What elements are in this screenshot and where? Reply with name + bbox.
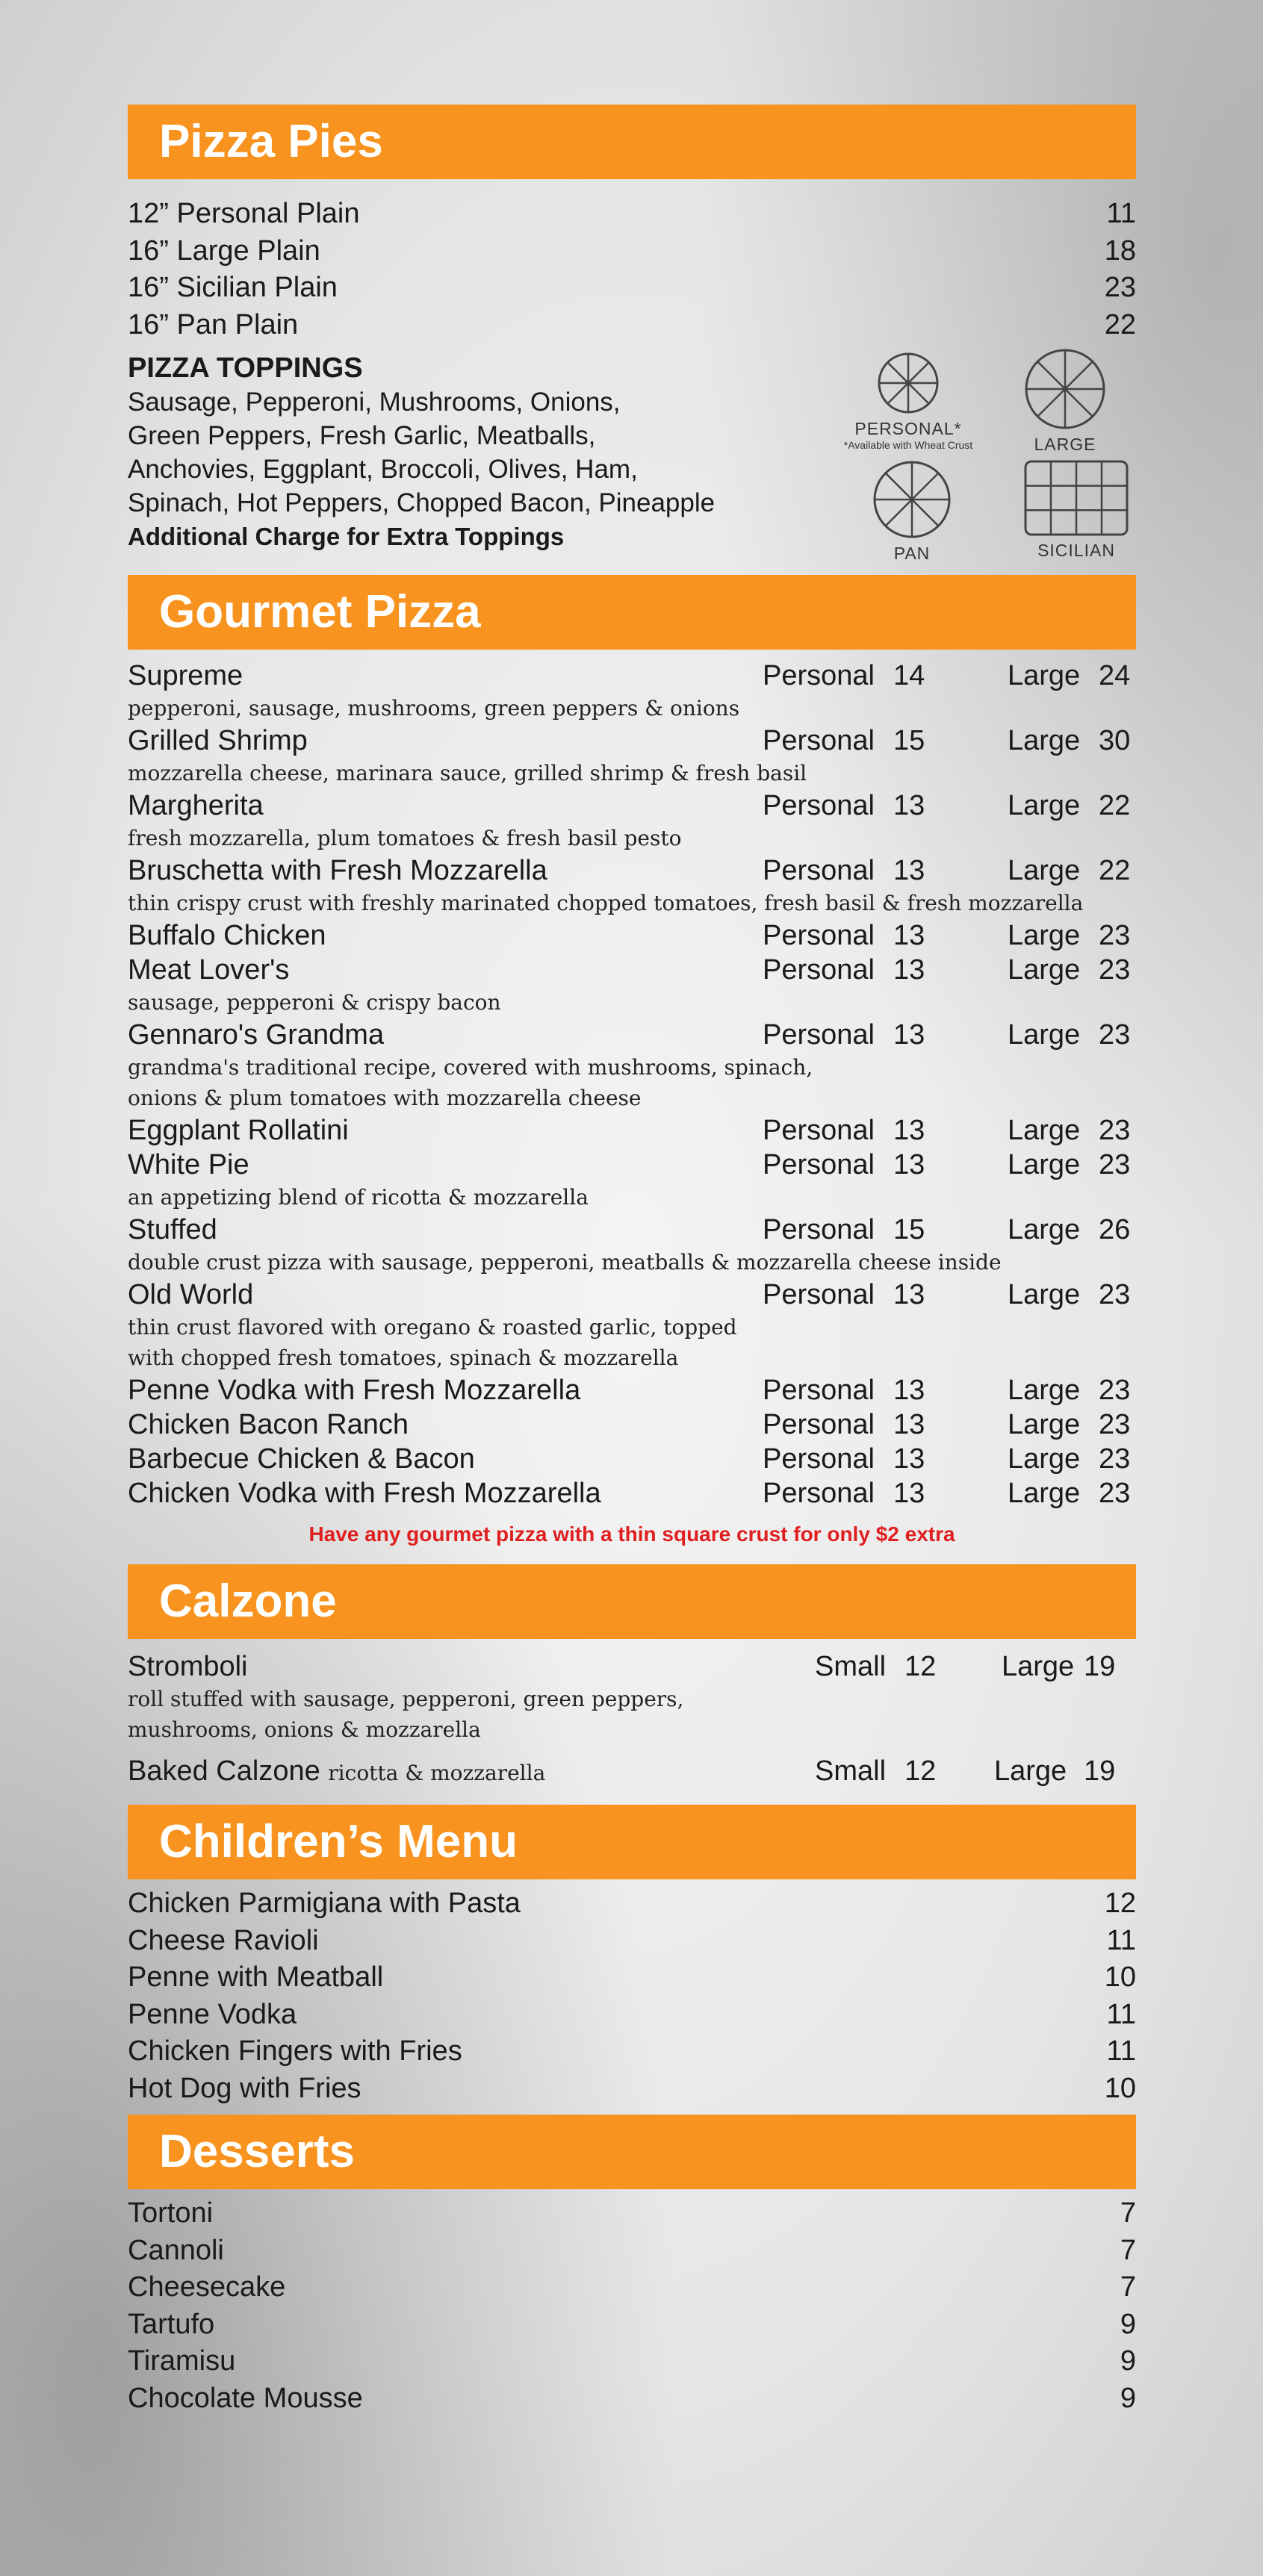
personal-price: 15: [893, 1214, 925, 1245]
personal-price: 14: [893, 660, 925, 691]
item-description: grandma's traditional recipe, covered with mushrooms, spinach,: [128, 1055, 813, 1080]
item-price: 11: [1106, 1924, 1136, 1956]
large-price: 26: [1099, 1214, 1131, 1245]
item-name: Stuffed: [128, 1214, 217, 1245]
item-description: double crust pizza with sausage, pepperoni, meatballs & mozzarella cheese inside: [128, 1250, 1002, 1275]
item-description: mozzarella cheese, marinara sauce, grilled shrimp & fresh basil: [128, 761, 807, 785]
large-label: Large: [1008, 790, 1081, 821]
gourmet-item: [128, 1442, 1136, 1476]
large-label: Large: [1008, 1279, 1081, 1310]
pizza-pies-banner: Pizza Pies: [128, 105, 1136, 179]
gourmet-item: [128, 1373, 1136, 1407]
list-item: [128, 233, 1136, 270]
item-name: Bruschetta with Fresh Mozzarella: [128, 855, 547, 886]
item-name: Eggplant Rollatini: [128, 1115, 349, 1146]
list-item: [128, 1959, 1136, 1997]
item-name: 16” Sicilian Plain: [128, 272, 338, 303]
personal-price: 15: [893, 725, 925, 756]
item-description: mushrooms, onions & mozzarella: [128, 1717, 481, 1742]
sicilian-pizza-icon: [1023, 459, 1129, 537]
personal-label: Personal: [763, 725, 875, 756]
list-item: [128, 270, 1136, 307]
personal-label: Personal: [763, 1019, 875, 1051]
personal-price: 13: [893, 920, 925, 951]
personal-label: Personal: [763, 855, 875, 886]
item-name: Penne Vodka: [128, 1998, 297, 2030]
item-description: thin crust flavored with oregano & roasted garlic, topped: [128, 1315, 737, 1340]
item-price: 9: [1120, 2308, 1136, 2340]
toppings-block: [128, 351, 1136, 567]
large-price: 22: [1099, 790, 1131, 821]
personal-label: Personal: [763, 1279, 875, 1310]
large-label: Large: [1008, 1409, 1081, 1440]
item-name: Gennaro's Grandma: [128, 1019, 385, 1051]
large-pizza-icon: [1023, 347, 1107, 431]
list-item: [128, 2269, 1136, 2306]
list-item: [128, 307, 1136, 344]
large-label: Large: [1008, 1478, 1081, 1509]
large-price: 24: [1099, 660, 1131, 691]
list-item: [128, 2233, 1136, 2270]
item-name: Tartufo: [128, 2308, 215, 2340]
gourmet-item: [128, 1213, 1136, 1278]
large-label: Large: [1002, 1651, 1075, 1682]
list-item: [128, 1885, 1136, 1923]
item-name: Tiramisu: [128, 2345, 236, 2377]
calzone-item-baked: [128, 1754, 1136, 1788]
personal-note: *Available with Wheat Crust: [843, 439, 973, 451]
large-label: Large: [1008, 855, 1081, 886]
large-price: 23: [1099, 954, 1131, 986]
large-price: 23: [1099, 920, 1131, 951]
personal-label: Personal: [763, 1443, 875, 1475]
large-price: 23: [1099, 1115, 1131, 1146]
item-description: fresh mozzarella, plum tomatoes & fresh basil pesto: [128, 826, 682, 850]
toppings-line: Green Peppers, Fresh Garlic, Meatballs,: [128, 421, 596, 450]
gourmet-item: [128, 1018, 1136, 1113]
item-name: 16” Pan Plain: [128, 308, 299, 340]
item-name: Supreme: [128, 660, 243, 691]
gourmet-list: [128, 659, 1136, 1511]
personal-price: 13: [893, 1149, 925, 1180]
item-price: 18: [1104, 234, 1136, 267]
personal-label: Personal: [763, 1115, 875, 1146]
item-description: onions & plum tomatoes with mozzarella cheese: [128, 1086, 642, 1110]
large-price: 23: [1099, 1019, 1131, 1051]
item-price: 11: [1106, 1998, 1136, 2030]
gourmet-item: [128, 1278, 1136, 1373]
personal-pizza-icon: [876, 351, 940, 415]
large-price: 22: [1099, 855, 1131, 886]
personal-price: 13: [893, 954, 925, 986]
item-price: 10: [1104, 1961, 1136, 1993]
list-item: [128, 2306, 1136, 2344]
menu-page: [128, 105, 1136, 2417]
personal-price: 13: [893, 1409, 925, 1440]
list-item: [128, 2071, 1136, 2108]
large-price: 23: [1099, 1409, 1131, 1440]
item-price: 7: [1120, 2271, 1136, 2303]
large-price: 23: [1099, 1478, 1131, 1509]
large-price: 19: [1084, 1755, 1116, 1787]
gourmet-promo: Have any gourmet pizza with a thin square crust for only $2 extra: [308, 1522, 955, 1546]
item-name: Tortoni: [128, 2197, 214, 2229]
list-item: [128, 1923, 1136, 1960]
large-label: Large: [1008, 1019, 1081, 1051]
personal-label: Personal: [763, 660, 875, 691]
item-name: Margherita: [128, 790, 264, 821]
large-label: Large: [1008, 1214, 1081, 1245]
large-price: 30: [1099, 725, 1131, 756]
toppings-line: Anchovies, Eggplant, Broccoli, Olives, Ham,: [128, 455, 638, 484]
small-price: 12: [904, 1651, 937, 1682]
large-label: Large: [1008, 1375, 1081, 1406]
personal-label: Personal: [763, 1214, 875, 1245]
pan-pizza-icon: [872, 459, 952, 540]
item-description: pepperoni, sausage, mushrooms, green peppers & onions: [128, 696, 740, 721]
item-name: Chocolate Mousse: [128, 2382, 363, 2414]
desserts-section: [128, 2115, 1136, 2417]
item-name: Penne Vodka with Fresh Mozzarella: [128, 1375, 581, 1406]
item-price: 23: [1104, 272, 1136, 303]
item-name: Chicken Vodka with Fresh Mozzarella: [128, 1478, 601, 1509]
toppings-list: [128, 385, 785, 520]
item-price: 7: [1120, 2234, 1136, 2266]
gourmet-item: [128, 1407, 1136, 1442]
sicilian-label: SICILIAN: [1037, 541, 1115, 560]
item-name: Stromboli: [128, 1651, 248, 1682]
personal-label: PERSONAL*: [854, 419, 962, 438]
large-size-icon: [1020, 347, 1110, 455]
item-name: Cannoli: [128, 2234, 224, 2266]
sicilian-size-icon: [1020, 459, 1132, 561]
item-name: Hot Dog with Fries: [128, 2072, 361, 2104]
item-name: Chicken Bacon Ranch: [128, 1409, 409, 1440]
item-price: 12: [1104, 1888, 1136, 1919]
personal-label: Personal: [763, 1149, 875, 1180]
personal-label: Personal: [763, 954, 875, 986]
desserts-banner: Desserts: [128, 2115, 1136, 2189]
personal-label: Personal: [763, 1375, 875, 1406]
pan-size-icon: [867, 459, 957, 564]
item-name: 16” Large Plain: [128, 234, 320, 267]
large-price: 23: [1099, 1375, 1131, 1406]
item-name: Chicken Fingers with Fries: [128, 2035, 462, 2067]
personal-label: Personal: [763, 1478, 875, 1509]
item-name: Cheesecake: [128, 2271, 286, 2303]
large-label: Large: [1008, 1115, 1081, 1146]
personal-price: 13: [893, 790, 925, 821]
list-item: [128, 2195, 1136, 2233]
item-name: Grilled Shrimp: [128, 725, 308, 756]
toppings-line: Sausage, Pepperoni, Mushrooms, Onions,: [128, 388, 621, 417]
item-description: sausage, pepperoni & crispy bacon: [128, 990, 501, 1015]
personal-label: Personal: [763, 1409, 875, 1440]
list-item: [128, 2343, 1136, 2380]
gourmet-item: [128, 918, 1136, 953]
pan-label: PAN: [893, 544, 931, 563]
toppings-extra-note: Additional Charge for Extra Toppings: [128, 523, 565, 550]
item-name: Meat Lover's: [128, 954, 290, 986]
item-description: ricotta & mozzarella: [328, 1761, 546, 1785]
calzone-list: [128, 1649, 1136, 1788]
gourmet-item: [128, 953, 1136, 1018]
item-name: Cheese Ravioli: [128, 1924, 319, 1956]
item-name: White Pie: [128, 1149, 249, 1180]
calzone-banner: Calzone: [128, 1564, 1136, 1639]
gourmet-pizza-banner: Gourmet Pizza: [128, 575, 1136, 650]
item-name: Old World: [128, 1279, 254, 1310]
item-name: Chicken Parmigiana with Pasta: [128, 1888, 521, 1919]
pizza-pies-section: [128, 105, 1136, 567]
large-label: Large: [1008, 920, 1081, 951]
calzone-section: [128, 1564, 1136, 1788]
item-price: 7: [1120, 2197, 1136, 2229]
personal-label: Personal: [763, 790, 875, 821]
small-label: Small: [815, 1651, 887, 1682]
item-description: with chopped fresh tomatoes, spinach & mozzarella: [128, 1345, 679, 1370]
list-item: [128, 196, 1136, 233]
toppings-title: PIZZA TOPPINGS: [128, 352, 363, 384]
personal-label: Personal: [763, 920, 875, 951]
list-item: [128, 1997, 1136, 2034]
childrens-menu-list: [128, 1885, 1136, 2107]
personal-price: 13: [893, 1443, 925, 1475]
personal-price: 13: [893, 1279, 925, 1310]
small-label: Small: [815, 1755, 887, 1787]
item-price: 10: [1104, 2072, 1136, 2104]
item-description: thin crispy crust with freshly marinated chopped tomatoes, fresh basil & fresh mozzarella: [128, 891, 1084, 915]
large-price: 19: [1084, 1651, 1116, 1682]
large-label: LARGE: [1034, 435, 1096, 454]
item-description: roll stuffed with sausage, pepperoni, green peppers,: [128, 1687, 684, 1711]
item-price: 9: [1120, 2345, 1136, 2377]
large-label: Large: [1008, 1149, 1081, 1180]
gourmet-item: [128, 853, 1136, 918]
small-price: 12: [904, 1755, 937, 1787]
gourmet-item: [128, 724, 1136, 788]
item-name: Penne with Meatball: [128, 1961, 384, 1993]
large-price: 23: [1099, 1279, 1131, 1310]
personal-price: 13: [893, 1019, 925, 1051]
gourmet-item: [128, 1476, 1136, 1511]
large-price: 23: [1099, 1149, 1131, 1180]
item-name: Baked Calzone: [128, 1755, 320, 1787]
list-item: [128, 2380, 1136, 2418]
item-name: 12” Personal Plain: [128, 198, 360, 229]
large-label: Large: [1008, 1443, 1081, 1475]
item-name: Barbecue Chicken & Bacon: [128, 1443, 475, 1475]
item-description: an appetizing blend of ricotta & mozzarella: [128, 1185, 589, 1210]
item-price: 22: [1104, 308, 1136, 340]
childrens-menu-section: [128, 1805, 1136, 2107]
item-price: 11: [1106, 198, 1136, 229]
calzone-item-stromboli: [128, 1649, 1136, 1745]
personal-price: 13: [893, 1478, 925, 1509]
gourmet-pizza-section: [128, 575, 1136, 1549]
large-price: 23: [1099, 1443, 1131, 1475]
personal-price: 13: [893, 1115, 925, 1146]
item-price: 11: [1106, 2035, 1136, 2067]
gourmet-item: [128, 1113, 1136, 1148]
large-label: Large: [994, 1755, 1067, 1787]
personal-price: 13: [893, 855, 925, 886]
list-item: [128, 2033, 1136, 2071]
large-label: Large: [1008, 725, 1081, 756]
large-label: Large: [1008, 954, 1081, 986]
childrens-menu-banner: Children’s Menu: [128, 1805, 1136, 1879]
gourmet-item: [128, 788, 1136, 853]
pizza-pies-list: [128, 196, 1136, 343]
toppings-line: Spinach, Hot Peppers, Chopped Bacon, Pineapple: [128, 488, 716, 517]
large-label: Large: [1008, 660, 1081, 691]
desserts-list: [128, 2195, 1136, 2417]
personal-size-icon: [822, 351, 994, 451]
item-price: 9: [1120, 2382, 1136, 2414]
gourmet-item: [128, 1148, 1136, 1213]
item-name: Buffalo Chicken: [128, 920, 326, 951]
gourmet-item: [128, 659, 1136, 724]
personal-price: 13: [893, 1375, 925, 1406]
